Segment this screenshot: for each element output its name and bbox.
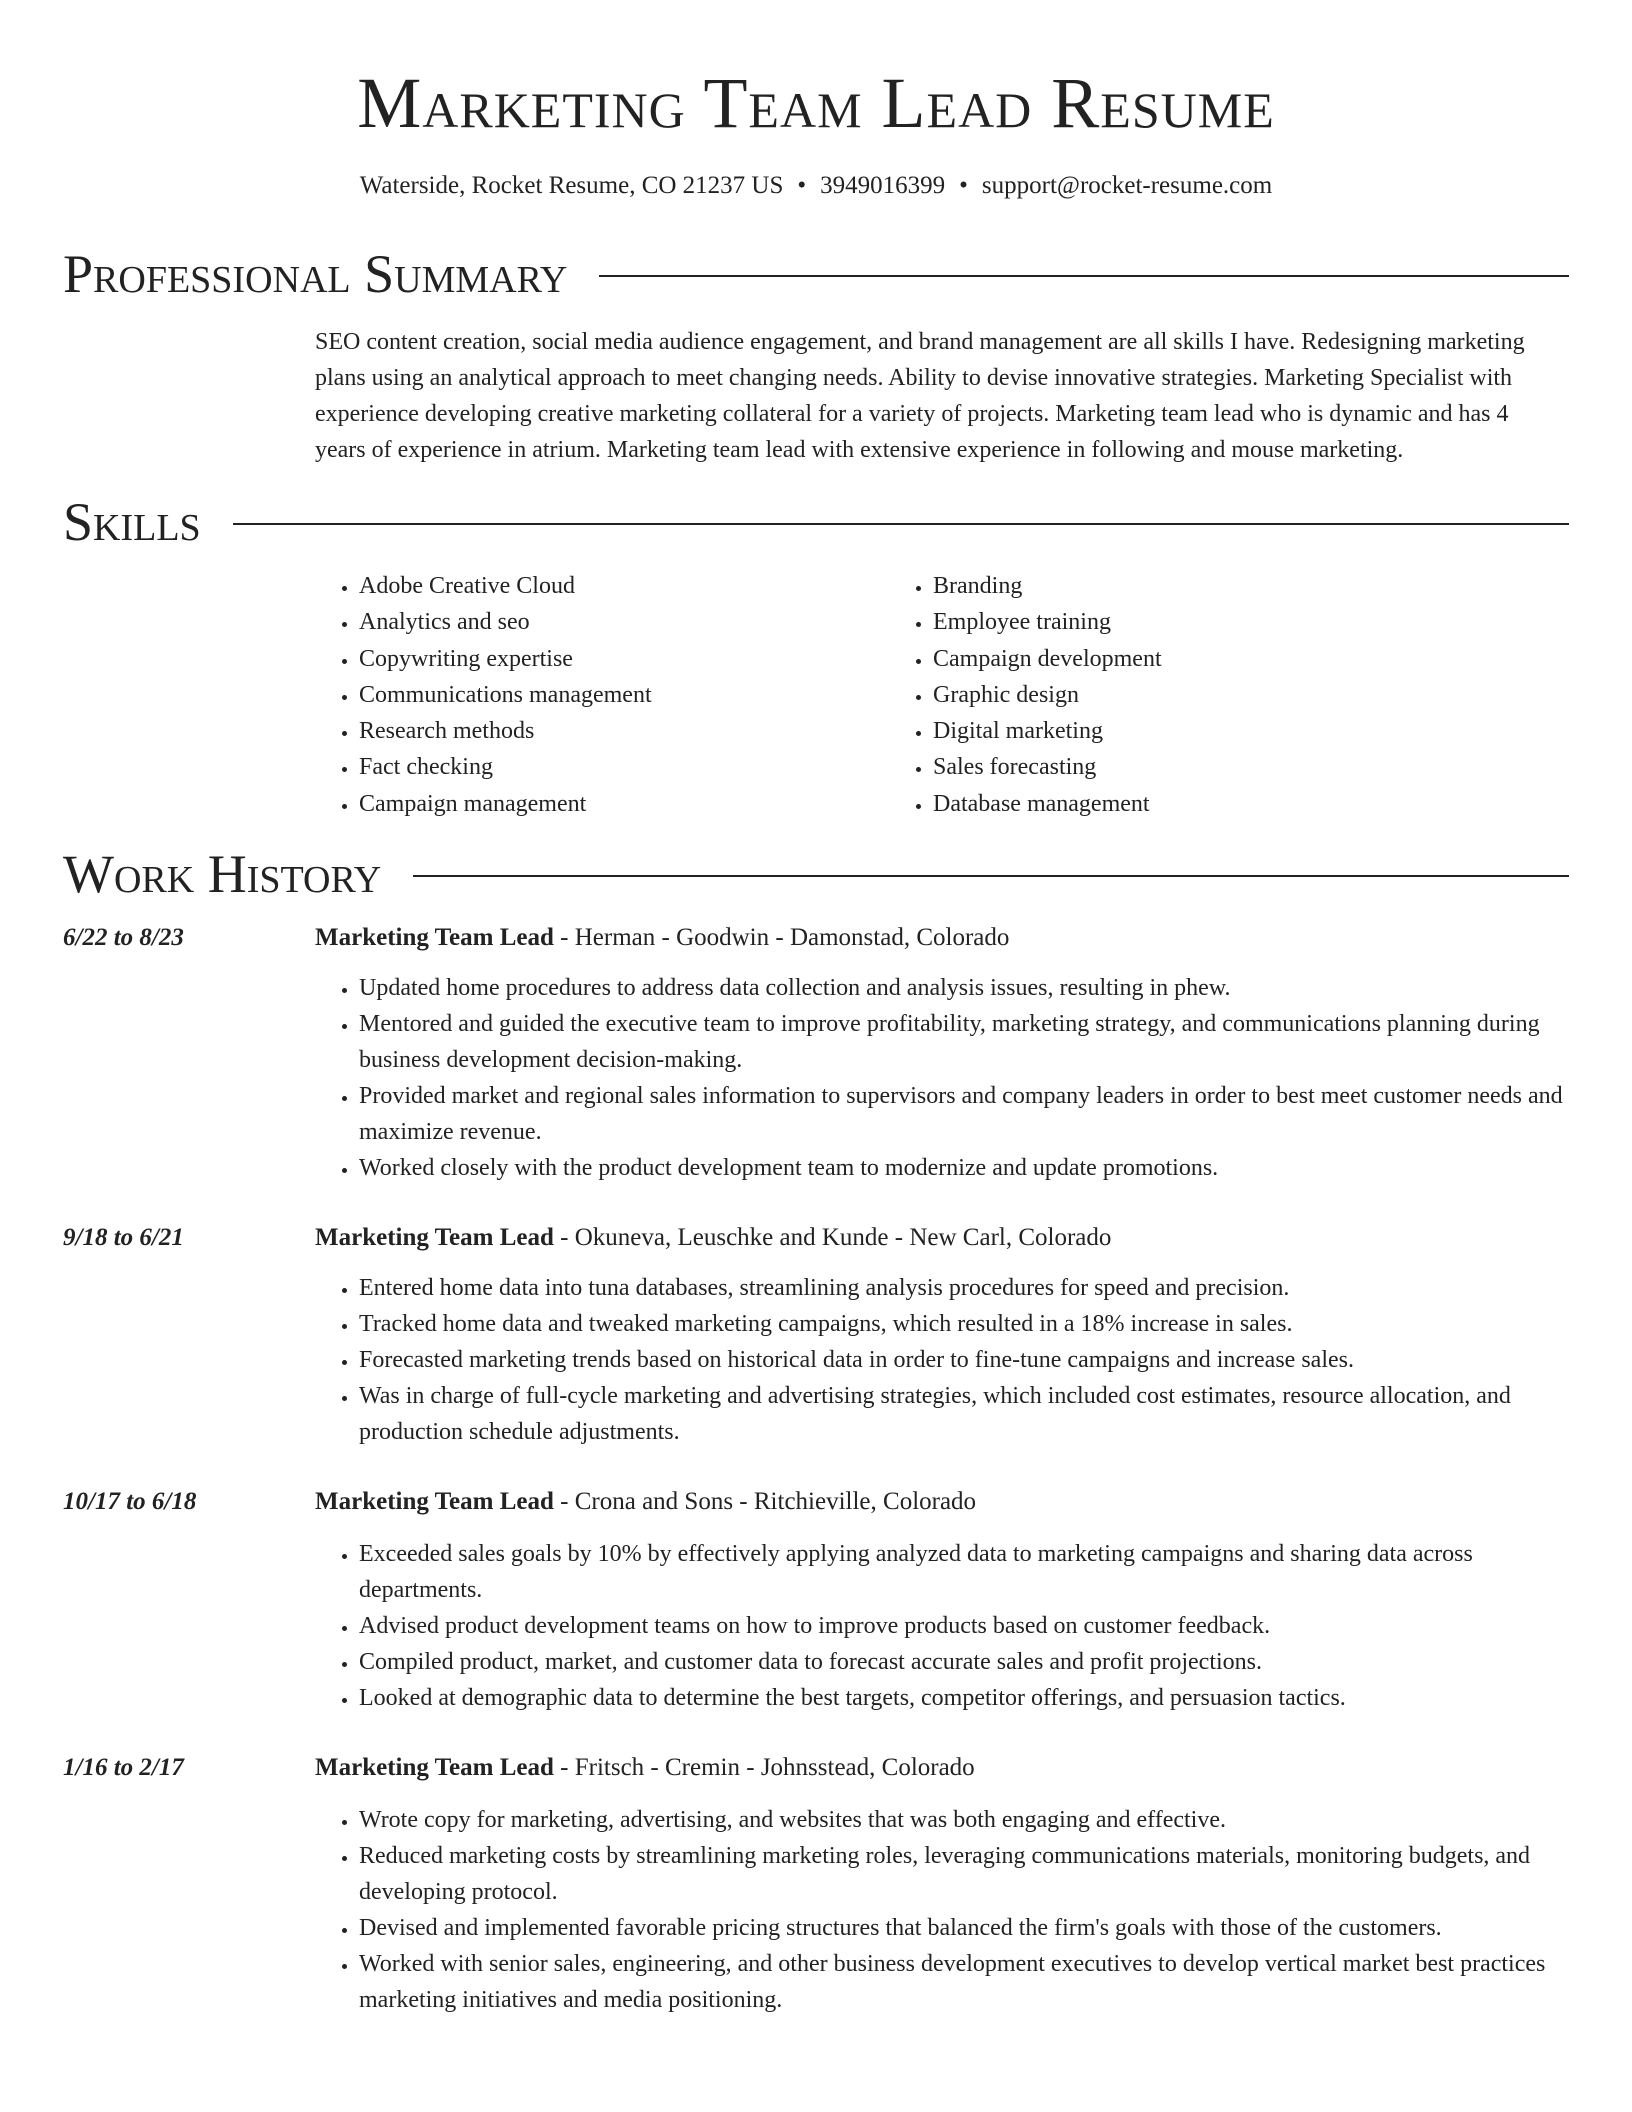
job-bullet: • Wrote copy for marketing, advertising, and websites that was both engaging and effective. [359,1802,1563,1838]
skill-item: • Copywriting expertise [359,641,889,677]
contact-address: Waterside, Rocket Resume, CO 21237 US [359,172,784,199]
skills-column-right [889,568,1463,822]
job-responsibilities [315,1802,1563,2018]
job-header [315,920,1563,956]
job-header [315,1220,1563,1256]
summary-heading: Professional Summary [63,244,568,304]
skill-item: • Campaign management [359,786,889,822]
contact-line [63,170,1569,202]
summary-section-header [63,244,1569,304]
job-bullet: • Updated home procedures to address data collection and analysis issues, resulting in phew. [359,970,1563,1006]
section-divider [233,523,1569,525]
work-history-list [63,920,1569,2018]
skill-item: • Digital marketing [933,713,1463,749]
job-bullet: • Looked at demographic data to determine the best targets, competitor offerings, and persuasion tactics. [359,1680,1563,1716]
job-dates: 9/18 to 6/21 [63,1224,184,1252]
contact-separator: • [959,172,968,199]
skill-item: • Employee training [933,604,1463,640]
job-bullet: • Reduced marketing costs by streamlining marketing roles, leveraging communications materials, monitoring budgets, and developing protocol. [359,1838,1563,1910]
job-title: Marketing Team Lead [315,1488,554,1516]
work-section-header [63,844,1569,904]
job-header [315,1750,1563,1786]
job-title: Marketing Team Lead [315,924,554,952]
skill-item: • Communications management [359,677,889,713]
job-bullet: • Devised and implemented favorable pricing structures that balanced the firm's goals with those of the customers. [359,1910,1563,1946]
job-entry [63,1750,1569,2018]
job-bullet: • Compiled product, market, and customer data to forecast accurate sales and profit projections. [359,1644,1563,1680]
job-bullet: • Was in charge of full-cycle marketing and advertising strategies, which included cost estimates, resource allocation, and production schedule adjustments. [359,1378,1563,1450]
skill-item: • Adobe Creative Cloud [359,568,889,604]
job-title: Marketing Team Lead [315,1224,554,1252]
job-dates: 6/22 to 8/23 [63,924,184,952]
job-title: Marketing Team Lead [315,1754,554,1782]
skill-item: • Branding [933,568,1463,604]
job-company-location: - Fritsch - Cremin - Johnsstead, Colorado [553,1754,975,1782]
job-entry [63,920,1569,1186]
job-entry [63,1220,1569,1450]
contact-phone: 3949016399 [820,172,946,199]
job-bullet: • Mentored and guided the executive team to improve profitability, marketing strategy, and communications planning during business development decision-making. [359,1006,1563,1078]
job-responsibilities [315,1270,1563,1450]
skill-item: • Campaign development [933,641,1463,677]
job-bullet: • Exceeded sales goals by 10% by effectively applying analyzed data to marketing campaigns and sharing data across departments. [359,1536,1563,1608]
job-bullet: • Worked closely with the product development team to modernize and update promotions. [359,1150,1563,1186]
job-body [315,1484,1569,1716]
job-bullet: • Worked with senior sales, engineering, and other business development executives to develop vertical market best practices marketing initiatives and media positioning. [359,1946,1563,2018]
job-header [315,1484,1563,1520]
skill-item: • Analytics and seo [359,604,889,640]
skills-list [315,568,1569,822]
job-body [315,920,1569,1186]
job-body [315,1750,1569,2018]
skill-item: • Graphic design [933,677,1463,713]
section-divider [413,875,1569,877]
contact-email: support@rocket-resume.com [981,172,1273,199]
job-bullet: • Tracked home data and tweaked marketing campaigns, which resulted in a 18% increase in sales. [359,1306,1563,1342]
contact-separator: • [797,172,807,199]
resume-title: Marketing Team Lead Resume [357,63,1275,143]
job-bullet: • Advised product development teams on how to improve products based on customer feedback. [359,1608,1563,1644]
job-responsibilities [315,1536,1563,1716]
skill-item: • Sales forecasting [933,749,1463,785]
job-entry [63,1484,1569,1716]
job-bullet: • Provided market and regional sales information to supervisors and company leaders in order to best meet customer needs and maximize revenue. [359,1078,1563,1150]
job-dates: 1/16 to 2/17 [63,1754,184,1782]
skills-section-header [63,492,1569,552]
job-company-location: - Herman - Goodwin - Damonstad, Colorado [553,924,1010,952]
skill-item: • Database management [933,786,1463,822]
job-responsibilities [315,970,1563,1186]
job-bullet: • Forecasted marketing trends based on historical data in order to fine-tune campaigns and increase sales. [359,1342,1563,1378]
job-bullet: • Entered home data into tuna databases, streamlining analysis procedures for speed and precision. [359,1270,1563,1306]
skills-heading: Skills [63,492,201,552]
skill-item: • Fact checking [359,749,889,785]
section-divider [599,275,1569,277]
job-company-location: - Okuneva, Leuschke and Kunde - New Carl, Colorado [553,1224,1112,1252]
job-company-location: - Crona and Sons - Ritchieville, Colorado [553,1488,977,1516]
job-dates: 10/17 to 6/18 [63,1488,197,1516]
work-heading: Work History [63,844,382,905]
summary-text: SEO content creation, social media audience engagement, and brand management are all skills I have. Redesigning marketing plans using an analytical approach to meet changing needs. Ability to devise innovative strategies. Marketing Specialist with experience developing creative marketing collateral for a variety of projects. Marketing team lead who is dynamic and has 4 years of experience in atrium. Marketing team lead with extensive experience in following and mouse marketing. [315,329,1525,463]
job-body [315,1220,1569,1450]
skill-item: • Research methods [359,713,889,749]
skills-column-left [315,568,889,822]
